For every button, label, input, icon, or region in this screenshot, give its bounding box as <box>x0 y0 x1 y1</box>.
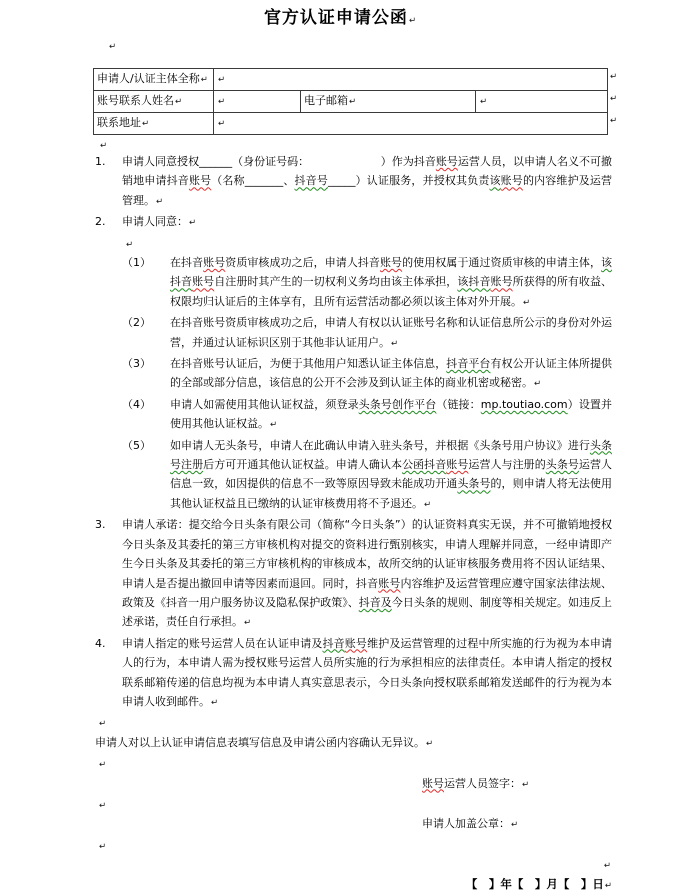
text-run: 抖音平台 <box>446 357 491 371</box>
pilcrow-mark: ↵ <box>100 141 108 151</box>
clause-3 <box>95 515 612 633</box>
field-label-text: 电子邮箱 <box>304 94 348 107</box>
document-body <box>95 152 612 896</box>
blank-line <box>95 795 612 814</box>
text-run: 所获得的所有收益、权限均归认证后的主体享有，且所有运营活动都必须以该主体对外开展。 <box>170 275 613 308</box>
field-contact-name-input[interactable] <box>214 91 301 113</box>
text-run: mp.toutiao.com <box>480 397 568 411</box>
text-run: 在抖音账号资质审核成功之后，申请人有权以认证账号名称和认证信息所公示的身份对外运营，并通过认证标识区别于其他非认证用户。 <box>170 316 612 349</box>
text-run: 在抖音账号认证后，为便于其他用户知悉认证主体信息， <box>170 357 447 371</box>
text-run: 该抖音 <box>457 275 491 289</box>
clause-2 <box>95 212 612 233</box>
text-run: 运营人员签字： <box>444 776 521 790</box>
blank-line <box>95 836 612 855</box>
clause-text <box>170 313 612 354</box>
pilcrow-mark: ↵ <box>270 420 278 431</box>
text-run: 头条号注册 <box>170 438 613 472</box>
text-run: 头条号创作平台 <box>358 397 437 411</box>
text-run: 的使用权属于通过资质审核的申请主体， <box>402 256 602 270</box>
text-run: 账号 <box>344 636 368 650</box>
text-run: 在抖音 <box>170 256 204 270</box>
text-run <box>304 155 381 168</box>
page-title <box>0 0 680 34</box>
text-run: 账号 <box>378 576 401 590</box>
field-applicant-full-name-input[interactable] <box>214 69 608 91</box>
text-run: _____ <box>328 174 356 188</box>
text-run: 抖音号 <box>294 174 328 188</box>
text-run: 的内容维护及运营管理。 <box>122 174 613 207</box>
table-row <box>94 113 608 135</box>
text-run: 内容维护及运营管理应遵守国家法律法规、政策及《抖音一用户服务协议及隐私保护政策》、 <box>122 576 613 609</box>
field-label-text: 申请人/认证主体全称 <box>97 72 200 85</box>
pilcrow-mark: ↵ <box>424 499 432 510</box>
blank-line <box>95 234 612 253</box>
sub-clause-5 <box>95 436 612 516</box>
pilcrow-mark: ↵ <box>610 94 618 104</box>
pilcrow-mark: ↵ <box>610 116 618 126</box>
text-run: 账号 <box>188 174 212 188</box>
text-run: 【 】年【 】月【 】日 <box>465 876 604 891</box>
pilcrow-mark: ↵ <box>610 72 618 82</box>
pilcrow-mark: ↵ <box>522 779 530 790</box>
text-run: 该抖音 <box>170 256 613 289</box>
empty-paragraph <box>0 135 680 152</box>
text-run: （身份证号码： <box>232 155 304 168</box>
text-run: _______ <box>244 174 284 188</box>
field-email-input[interactable] <box>476 91 608 113</box>
pilcrow-mark: ↵ <box>523 297 531 308</box>
pilcrow-mark: ↵ <box>534 379 542 390</box>
seal-label <box>95 814 612 835</box>
field-address-input[interactable] <box>214 113 608 135</box>
text-run: 申请人加盖公章： <box>422 817 510 831</box>
text-run: 抖音及 <box>358 595 392 609</box>
pilcrow-mark: ↵ <box>408 16 417 26</box>
clause-text <box>122 515 612 633</box>
clause-text <box>122 634 612 714</box>
pilcrow-mark: ↵ <box>126 239 134 250</box>
operator-signature-label <box>95 774 612 795</box>
pilcrow-mark: ↵ <box>99 800 107 811</box>
text-run: 运营人员，以申请人名义不可撤销地申请抖音 <box>122 155 613 188</box>
table-row <box>94 69 608 91</box>
text-run: 申请人承诺：提交给今日头条有限公司（简称“今日头条”）的认证资料真实无误，并不可撤销地授权今日头条及其委托的第三方审核机构对提交的资料进行甄别核实，申请人理解并同意，一经申请即产生今日头条及其委托的第三方审核机构的审核成本，故所交纳的认证审核服务费用将不因认证结果、申请人是否提出撤回申请等因素而退回。同时，抖音 <box>122 518 612 590</box>
list-number: （1） <box>122 256 151 270</box>
text-run: 账号 <box>500 174 523 188</box>
field-address-label <box>94 113 214 135</box>
text-run: 运营人信息一致，如因提供的信息不一致等原因导致未能成功开通 <box>170 458 613 491</box>
confirmation-statement <box>95 733 612 754</box>
pilcrow-mark: ↵ <box>426 738 434 749</box>
text-run: 账号 <box>192 275 215 289</box>
text-run: 申请人指定的账号运营人员在认证申请及 <box>122 636 323 650</box>
text-run: 申请人对以上认证申请信息表填写信息及申请公函内容确认无异议。 <box>95 735 425 749</box>
sub-clause-2 <box>95 313 612 354</box>
text-run: 如申请人无头条号，申请人在此确认申请入驻头条号，并根据《头条号用户协议》进行 <box>170 438 590 452</box>
blank-line <box>95 754 612 773</box>
pilcrow-mark: ↵ <box>156 196 164 207</box>
pilcrow-mark: ↵ <box>200 75 208 85</box>
blank-line-right <box>95 855 612 874</box>
applicant-info-table <box>93 68 618 135</box>
text-run: 、 <box>283 174 295 188</box>
text-run: ）认证服务，并授权其负责 <box>355 174 490 188</box>
clause-text <box>122 212 612 233</box>
pilcrow-mark: ↵ <box>391 338 399 349</box>
text-run: 申请人同意授权 <box>122 155 200 168</box>
pilcrow-mark: ↵ <box>211 697 219 708</box>
text-run: 后方可开通其他认证权益。申请人确认本 <box>203 458 403 472</box>
pilcrow-mark: ↵ <box>244 618 252 629</box>
pilcrow-mark: ↵ <box>603 861 611 872</box>
text-run: 该 <box>489 174 501 188</box>
text-run: 维护及运营管理的过程中所实施的行为视为本申请人的行为，本申请人需为授权账号运营人员所实施的行为承担相应的法律责任。本申请人指定的授权联系邮箱传递的信息均视为本申请人真实意思表示，今日头条向授权联系邮箱发送邮件的行为视为本申请人收到邮件。 <box>122 636 613 708</box>
field-contact-name-label <box>94 91 214 113</box>
list-number: （3） <box>122 357 151 371</box>
sub-clause-4 <box>95 395 612 436</box>
clause-text <box>170 253 612 313</box>
text-run: 账号 <box>422 776 444 790</box>
text-run: （链接： <box>436 397 481 411</box>
clause-4 <box>95 634 612 714</box>
text-run: ）作为抖音 <box>380 155 436 168</box>
field-label-text: 联系地址 <box>97 116 141 129</box>
text-run: ______ <box>199 155 233 168</box>
sub-clause-1 <box>95 253 612 313</box>
field-label-text: 账号联系人姓名 <box>97 94 174 107</box>
text-run: 头条号 <box>457 477 491 491</box>
text-run: 的，则申请人将无法使用其他认证权益且已缴纳的认证审核费用将不予退还。 <box>170 477 613 510</box>
list-number: 4. <box>95 636 106 650</box>
page-title-text: 官方认证申请公函 <box>263 8 408 28</box>
clause-text <box>170 436 612 516</box>
clause-1 <box>95 152 612 212</box>
clause-text <box>170 395 612 436</box>
text-run: 头条号 <box>545 458 579 472</box>
sub-clause-3 <box>95 354 612 395</box>
pilcrow-mark: ↵ <box>189 218 197 229</box>
pilcrow-mark: ↵ <box>99 719 107 730</box>
list-number: 2. <box>95 215 106 229</box>
field-email-label <box>301 91 476 113</box>
list-number: 3. <box>95 518 106 532</box>
pilcrow-mark: ↵ <box>349 97 357 107</box>
clause-text <box>170 354 612 395</box>
blank-line <box>95 713 612 732</box>
pilcrow-mark: ↵ <box>218 97 226 107</box>
pilcrow-mark: ↵ <box>109 42 117 52</box>
text-run: 账号 <box>203 256 226 270</box>
text-run: 今日头条的规则、制度等相关规定。如违反上述承诺，责任自行承担。 <box>122 595 613 629</box>
text-run: 申请人如需使用其他认证权益，须登录 <box>170 397 359 411</box>
pilcrow-mark: ↵ <box>218 75 226 85</box>
list-number: 1. <box>95 155 106 168</box>
pilcrow-mark: ↵ <box>218 119 226 129</box>
pilcrow-mark: ↵ <box>142 119 150 129</box>
pilcrow-mark: ↵ <box>175 97 183 107</box>
text-run: 公函抖音 <box>402 458 447 472</box>
list-number: （4） <box>122 397 151 411</box>
table-row <box>94 91 608 113</box>
text-run: 账号 <box>490 275 513 289</box>
text-run: 账号 <box>435 155 458 168</box>
clause-text <box>122 152 612 212</box>
text-run: 有权公开认证主体所提供的全部或部分信息，该信息的公开不会涉及到认证主体的商业机密或秘密。 <box>170 357 613 390</box>
text-run: 账号 <box>446 458 469 472</box>
pilcrow-mark: ↵ <box>511 820 519 831</box>
empty-paragraph <box>0 34 680 54</box>
text-run: 自注册时其产生的一切权利义务均由该主体承担， <box>214 275 458 289</box>
text-run: ）设置并使用其他认证权益。 <box>170 397 613 431</box>
text-run: （名称 <box>211 174 245 188</box>
text-run: 抖音 <box>322 636 345 650</box>
field-applicant-full-name-label <box>94 69 214 91</box>
pilcrow-mark: ↵ <box>99 841 107 852</box>
date-line <box>95 875 612 896</box>
list-number: （5） <box>122 438 151 452</box>
text-run: 申请人同意： <box>122 215 188 229</box>
pilcrow-mark: ↵ <box>99 760 107 771</box>
pilcrow-mark: ↵ <box>480 97 488 107</box>
text-run: 运营人与注册的 <box>468 458 546 472</box>
pilcrow-mark: ↵ <box>604 880 612 891</box>
list-number: （2） <box>122 316 151 330</box>
text-run: 账号 <box>379 256 403 270</box>
text-run: 资质审核成功之后，申请人抖音 <box>225 256 380 270</box>
